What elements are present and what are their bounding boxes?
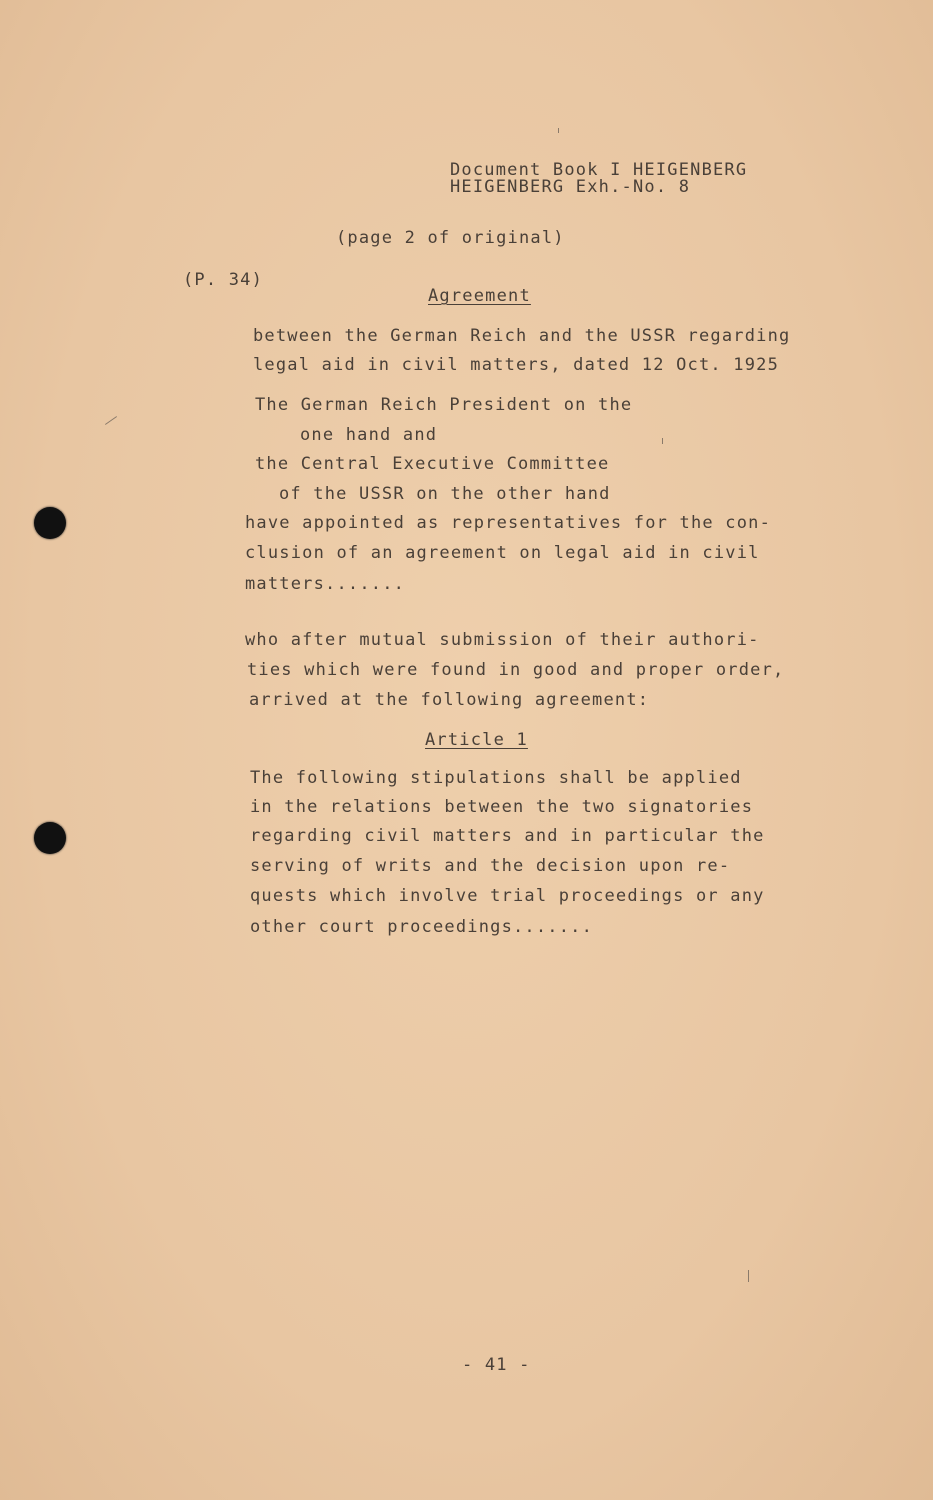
- article-line: other court proceedings.......: [250, 917, 594, 937]
- page-note: (page 2 of original): [336, 228, 565, 248]
- article-heading: Article 1: [425, 730, 528, 750]
- article-line: serving of writs and the decision upon re-: [250, 856, 731, 876]
- stray-mark: [662, 438, 663, 444]
- punch-hole: [34, 507, 66, 539]
- subtitle-line: between the German Reich and the USSR regarding: [253, 326, 791, 346]
- paragraph-line: have appointed as representatives for the con-: [245, 513, 772, 533]
- article-line: in the relations between the two signatories: [250, 797, 754, 817]
- page-reference: (P. 34): [183, 270, 264, 290]
- article-line: quests which involve trial proceedings or any: [250, 886, 765, 906]
- document-title: Agreement: [428, 286, 531, 306]
- article-line: regarding civil matters and in particular the: [250, 826, 765, 846]
- paragraph-line: matters.......: [245, 574, 406, 594]
- exhibit-number: HEIGENBERG Exh.-No. 8: [450, 177, 691, 197]
- parties-line: one hand and: [300, 425, 438, 445]
- paragraph-line: ties which were found in good and proper order,: [247, 660, 785, 680]
- article-line: The following stipulations shall be applied: [250, 768, 742, 788]
- paragraph-line: clusion of an agreement on legal aid in civil: [245, 543, 760, 563]
- stray-mark: [748, 1270, 749, 1282]
- punch-hole: [34, 822, 66, 854]
- paragraph-line: who after mutual submission of their authori-: [245, 630, 760, 650]
- parties-line: the Central Executive Committee: [255, 454, 610, 474]
- document-book-header: Document Book I HEIGENBERG: [450, 160, 748, 180]
- paragraph-line: arrived at the following agreement:: [249, 690, 650, 710]
- parties-line: The German Reich President on the: [255, 395, 633, 415]
- stray-mark: [105, 416, 117, 425]
- subtitle-line: legal aid in civil matters, dated 12 Oct. 1925: [253, 355, 780, 375]
- stray-mark: [558, 128, 559, 133]
- page-number: - 41 -: [462, 1355, 531, 1375]
- parties-line: of the USSR on the other hand: [279, 484, 611, 504]
